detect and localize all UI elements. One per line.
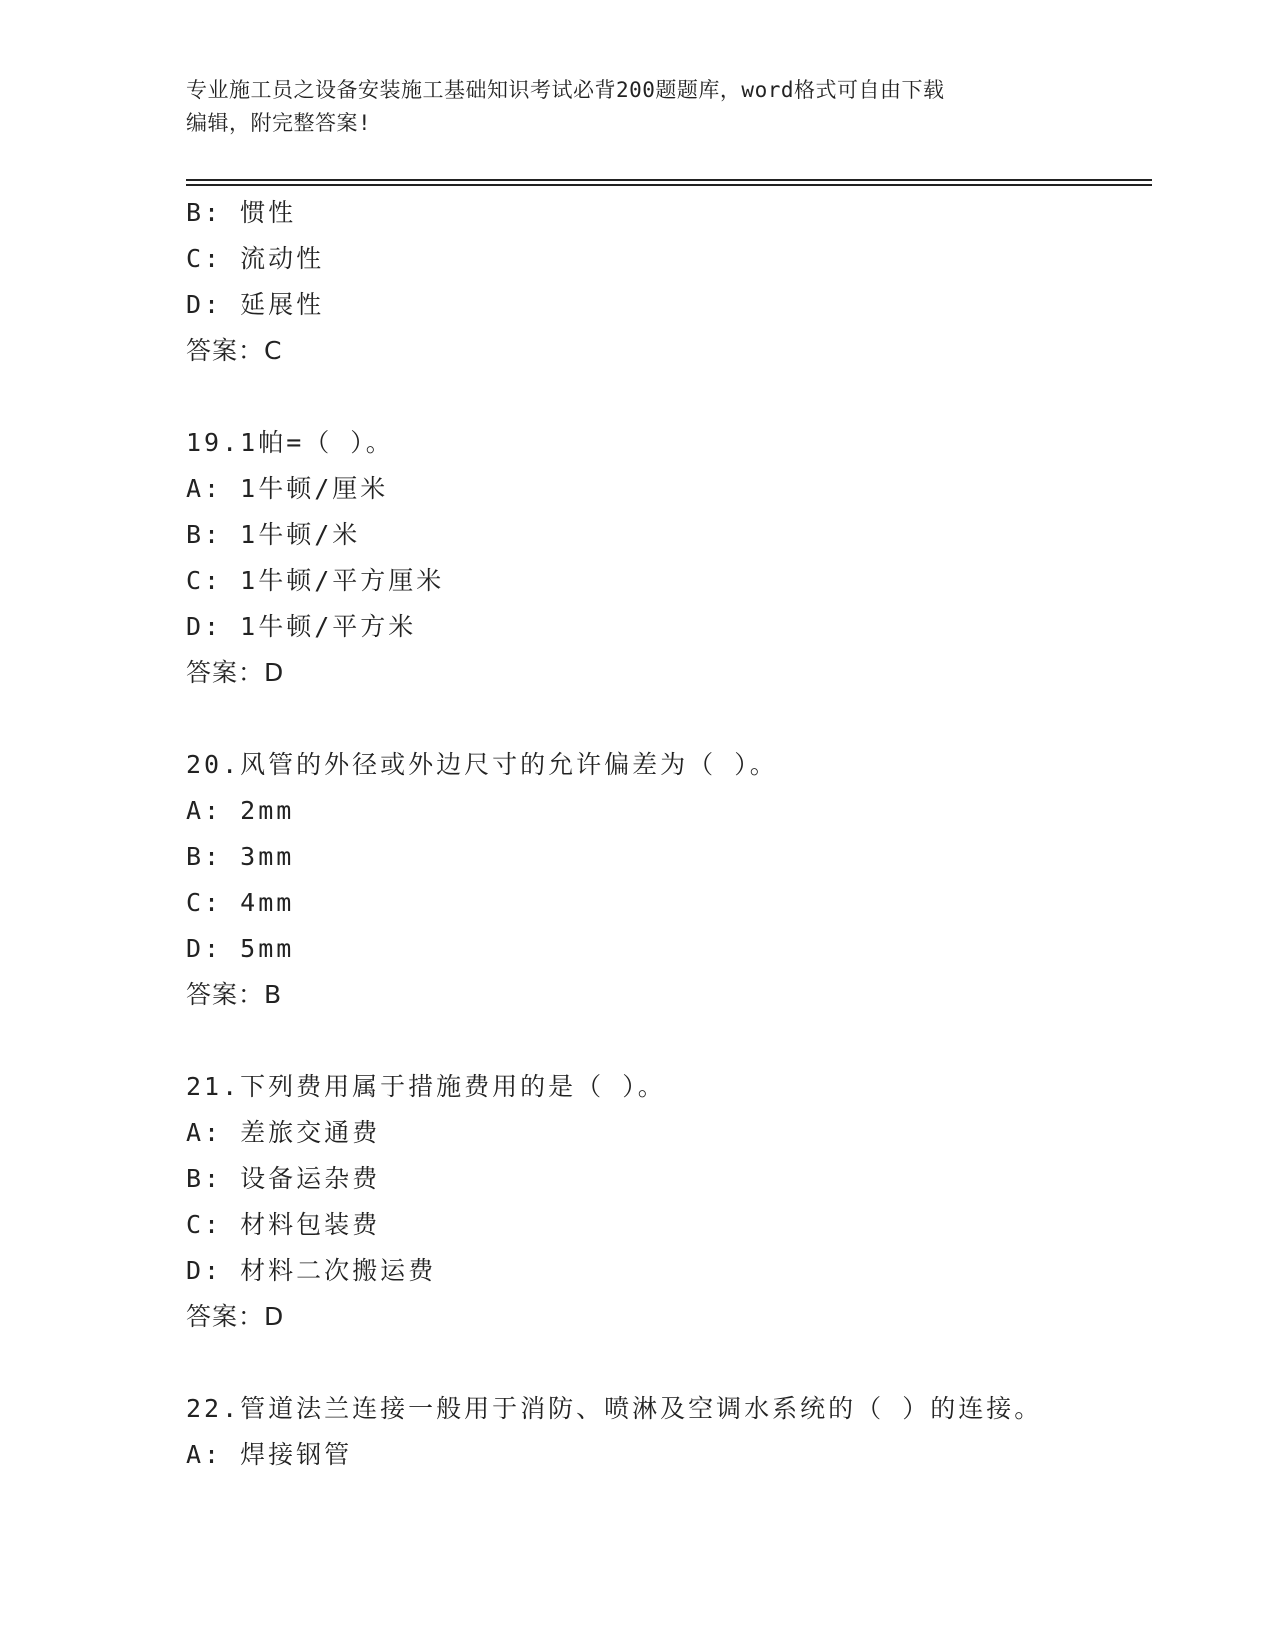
- spacer: [186, 1340, 1152, 1386]
- spacer: [186, 696, 1152, 742]
- option-d: D: 5mm: [186, 934, 295, 963]
- option-a: A: 差旅交通费: [186, 1118, 381, 1147]
- document-header: [186, 74, 1086, 140]
- header-divider-top: [186, 179, 1152, 181]
- question-stem: 22.管道法兰连接一般用于消防、喷淋及空调水系统的（ ）的连接。: [186, 1394, 1043, 1423]
- option-b: B: 惯性: [186, 198, 297, 227]
- option-c: C: 材料包装费: [186, 1210, 381, 1239]
- question-list: [186, 190, 1152, 1478]
- option-c: C: 1牛顿/平方厘米: [186, 566, 445, 595]
- option-d: D: 延展性: [186, 290, 325, 319]
- question-21: [186, 1064, 1152, 1340]
- answer-line: 答案：D: [186, 658, 285, 687]
- option-b: B: 1牛顿/米: [186, 520, 361, 549]
- question-19: [186, 420, 1152, 696]
- spacer: [186, 1018, 1152, 1064]
- answer-line: 答案：B: [186, 980, 283, 1009]
- option-d: D: 1牛顿/平方米: [186, 612, 417, 641]
- option-b: B: 设备运杂费: [186, 1164, 381, 1193]
- option-a: A: 1牛顿/厘米: [186, 474, 389, 503]
- spacer: [186, 374, 1152, 420]
- answer-line: 答案：D: [186, 1302, 285, 1331]
- question-22: [186, 1386, 1152, 1478]
- option-b: B: 3mm: [186, 842, 295, 871]
- question-18-continued: [186, 190, 1152, 374]
- question-20: [186, 742, 1152, 1018]
- option-a: A: 焊接钢管: [186, 1440, 353, 1469]
- answer-line: 答案：C: [186, 336, 283, 365]
- option-c: C: 流动性: [186, 244, 325, 273]
- option-c: C: 4mm: [186, 888, 295, 917]
- header-title-line-2: 编辑，附完整答案!: [186, 111, 372, 135]
- header-divider-bottom: [186, 184, 1152, 186]
- option-d: D: 材料二次搬运费: [186, 1256, 437, 1285]
- question-stem: 21.下列费用属于措施费用的是（ ）。: [186, 1072, 666, 1101]
- question-stem: 20.风管的外径或外边尺寸的允许偏差为（ ）。: [186, 750, 778, 779]
- option-a: A: 2mm: [186, 796, 295, 825]
- question-stem: 19.1帕=（ ）。: [186, 428, 394, 457]
- header-title-line-1: 专业施工员之设备安装施工基础知识考试必背200题题库，word格式可自由下载: [186, 78, 945, 102]
